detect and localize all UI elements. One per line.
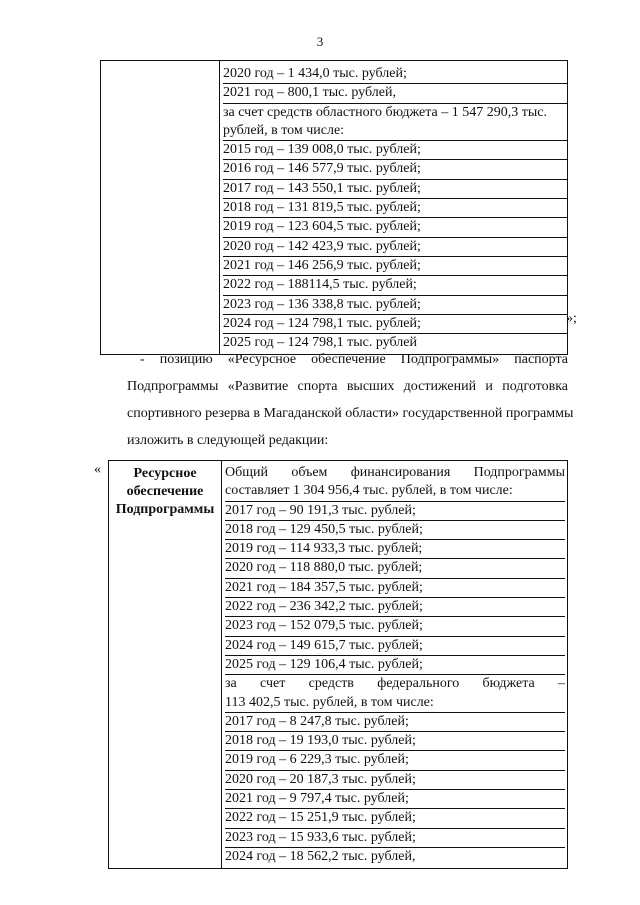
table2-line: 2020 год – 20 187,3 тыс. рублей; xyxy=(225,771,565,790)
table2-line: 2020 год – 118 880,0 тыс. рублей; xyxy=(225,559,565,578)
table1-line: 2019 год – 123 604,5 тыс. рублей; xyxy=(223,218,567,237)
table2-line: 2021 год – 184 357,5 тыс. рублей; xyxy=(225,579,565,598)
table2-body-cell xyxy=(222,461,568,869)
table1-line: рублей, в том числе: xyxy=(223,122,567,141)
table2-line: за счет средств федерального бюджета – xyxy=(225,676,565,692)
table2-line: Общий объем финансирования Подпрограммы xyxy=(225,465,565,480)
opening-quote: « xyxy=(94,462,101,477)
table2-line: 2024 год – 18 562,2 тыс. рублей, xyxy=(225,848,416,864)
paragraph-line: изложить в следующей редакции: xyxy=(127,433,329,448)
table2-line: 2017 год – 90 191,3 тыс. рублей; xyxy=(225,502,565,521)
table1-line: 2021 год – 800,1 тыс. рублей, xyxy=(223,84,567,103)
instruction-paragraph-cont xyxy=(127,373,574,454)
table1-line: 2024 год – 124 798,1 тыс. рублей; xyxy=(223,315,567,334)
table2-line: 2018 год – 129 450,5 тыс. рублей; xyxy=(225,521,565,540)
header-line: Подпрограммы xyxy=(115,502,215,517)
table2-line: 2025 год – 129 106,4 тыс. рублей; xyxy=(225,656,565,675)
instruction-paragraph xyxy=(140,346,568,373)
table2-line: 2018 год – 19 193,0 тыс. рублей; xyxy=(225,732,565,751)
table2-line: 113 402,5 тыс. рублей, в том числе: xyxy=(225,694,565,713)
table1-line: 2016 год – 146 577,9 тыс. рублей; xyxy=(223,160,567,179)
header-line: обеспечение xyxy=(126,484,204,499)
table1-line: 2020 год – 1 434,0 тыс. рублей; xyxy=(223,65,567,84)
header-line: Ресурсное xyxy=(133,466,197,481)
table1-line: 2020 год – 142 423,9 тыс. рублей; xyxy=(223,238,567,257)
table2-line: 2022 год – 236 342,2 тыс. рублей; xyxy=(225,598,565,617)
table2-line: 2019 год – 6 229,3 тыс. рублей; xyxy=(225,751,565,770)
table2-line: составляет 1 304 956,4 тыс. рублей, в том числе: xyxy=(225,482,565,501)
table1-line: 2023 год – 136 338,8 тыс. рублей; xyxy=(223,296,567,315)
table2-line: 2024 год – 149 615,7 тыс. рублей; xyxy=(225,637,565,656)
table1-line: 2017 год – 143 550,1 тыс. рублей; xyxy=(223,180,567,199)
resource-provision-table xyxy=(108,460,568,869)
table1-left-cell xyxy=(101,61,220,355)
table2-line: 2019 год – 114 933,3 тыс. рублей; xyxy=(225,540,565,559)
table1-line: за счет средств областного бюджета – 1 547 290,3 тыс. xyxy=(223,104,547,120)
table2-header-cell xyxy=(109,461,222,869)
table1-right-cell xyxy=(220,61,568,355)
funding-table-continued xyxy=(100,60,568,355)
table1-line: 2018 год – 131 819,5 тыс. рублей; xyxy=(223,199,567,218)
paragraph-line: Подпрограммы «Развитие спорта высших достижений и подготовка xyxy=(127,379,568,394)
table1-line: 2025 год – 124 798,1 тыс. рублей xyxy=(223,335,417,351)
paragraph-line: - позицию «Ресурсное обеспечение Подпрограммы» паспорта xyxy=(140,352,568,367)
closing-quote: »; xyxy=(566,311,577,326)
table2-line: 2021 год – 9 797,4 тыс. рублей; xyxy=(225,790,565,809)
table2-line: 2023 год – 152 079,5 тыс. рублей; xyxy=(225,617,565,636)
table1-line: 2021 год – 146 256,9 тыс. рублей; xyxy=(223,257,567,276)
page-number: 3 xyxy=(316,34,324,49)
table2-line: 2017 год – 8 247,8 тыс. рублей; xyxy=(225,713,565,732)
table2-line: 2022 год – 15 251,9 тыс. рублей; xyxy=(225,809,565,828)
table2-line: 2023 год – 15 933,6 тыс. рублей; xyxy=(225,829,565,848)
table1-line: 2022 год – 188114,5 тыс. рублей; xyxy=(223,276,567,295)
table1-line: 2015 год – 139 008,0 тыс. рублей; xyxy=(223,141,567,160)
paragraph-line: спортивного резерва в Магаданской области» государственной программы xyxy=(127,406,574,421)
